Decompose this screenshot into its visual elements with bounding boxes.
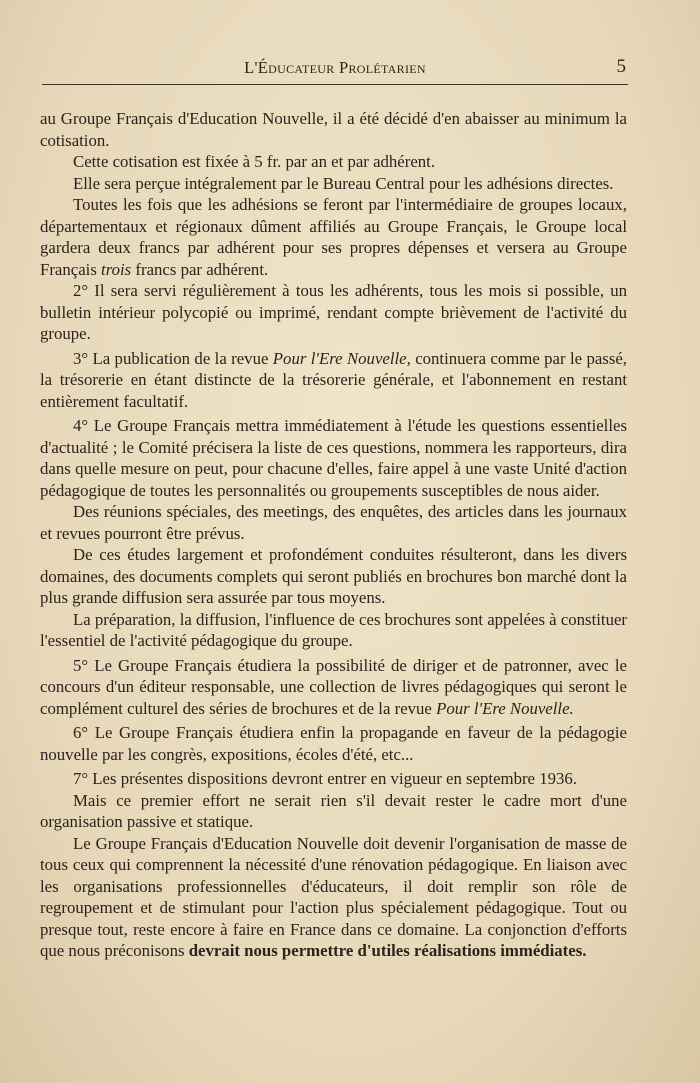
paragraph: 6° Le Groupe Français étudiera enfin la propagande en faveur de la pédagogie nouvelle par les congrès, expositions, écoles d'été, etc...	[40, 723, 627, 764]
body-text	[40, 108, 627, 962]
paragraph-text: 3° La publication de la revue	[73, 348, 273, 368]
paragraph-text: Toutes les fois que les adhésions se feront par l'intermédiaire de groupes locaux, départementaux et régionaux dûment affiliés au Groupe Français, le Groupe local gardera deux francs par adhérent pour ses propres dépenses et versera au Groupe Français	[40, 195, 627, 279]
bold-text: devrait nous permettre d'utiles réalisations immédiates.	[188, 941, 587, 960]
paragraph	[40, 194, 627, 280]
paragraph	[40, 655, 627, 720]
paragraph-text: francs par adhérent.	[131, 259, 269, 279]
running-title: L'Éducateur Prolétarien	[244, 58, 426, 77]
paragraph: Des réunions spéciales, des meetings, des enquêtes, des articles dans les journaux et revues pourront être prévus.	[40, 502, 627, 543]
paragraph-text: 5° Le Groupe Français étudiera la possibilité de diriger et de patronner, avec le concours d'un éditeur responsable, une collection de livres pédagogiques qui seront le complément culturel des séries de brochures et de la revue	[40, 655, 627, 718]
paragraph: Mais ce premier effort ne serait rien s'il devait rester le cadre mort d'une organisation passive et statique.	[40, 790, 627, 831]
paragraph: 7° Les présentes dispositions devront entrer en vigueur en septembre 1936.	[73, 769, 577, 788]
italic-text: trois	[101, 259, 132, 279]
page-number: 5	[616, 56, 626, 77]
paragraph: Cette cotisation est fixée à 5 fr. par an et par adhérent.	[73, 152, 436, 171]
paragraph: La préparation, la diffusion, l'influence de ces brochures sont appelées à constituer l'essentiel de l'activité pédagogique du groupe.	[40, 609, 627, 650]
running-header	[42, 56, 628, 85]
italic-text: Pour l'Ere Nouvelle,	[272, 348, 411, 368]
italic-text: Pour l'Ere Nouvelle.	[436, 698, 574, 718]
paragraph: au Groupe Français d'Education Nouvelle, il a été décidé d'en abaisser au minimum la cotisation.	[40, 109, 627, 150]
paragraph	[40, 833, 627, 962]
paragraph-text: continuera comme par le passé, la trésorerie en étant distincte de la trésorerie générale, et l'abonnement en restant entièrement facultatif.	[40, 348, 627, 411]
paragraph-text: Le Groupe Français d'Education Nouvelle doit devenir l'organisation de masse de tous ceux qui comprennent la nécessité d'une rénovation pédagogique. En liaison avec les organisations professionnelles d'éducateurs, il doit remplir son rôle de regroupement et de stimulant pour l'action plus spécialement pédagogique. Tout ou presque tout, reste encore à faire en France dans ce domaine. La conjonction d'efforts que nous préconisons	[40, 833, 627, 960]
paragraph	[40, 348, 627, 413]
paragraph: Elle sera perçue intégralement par le Bureau Central pour les adhésions directes.	[73, 173, 614, 193]
paragraph: 4° Le Groupe Français mettra immédiatement à l'étude les questions essentielles d'actualité ; le Comité précisera la liste de ces questions, nommera les rapporteurs, dira dans quelle mesure on peut, pour chacune d'elles, faire appel à une vaste Unité d'action pédagogique de toutes les personnalités ou groupements susceptibles de nous aider.	[40, 416, 627, 500]
paragraph: 2° Il sera servi régulièrement à tous les adhérents, tous les mois si possible, un bulletin intérieur polycopié ou imprimé, rendant compte brièvement de l'activité du groupe.	[40, 281, 627, 343]
paragraph: De ces études largement et profondément conduites résulteront, dans les divers domaines, des documents complets qui seront publiés en brochures bon marché dont la plus grande diffusion sera assurée par tous moyens.	[40, 545, 627, 607]
